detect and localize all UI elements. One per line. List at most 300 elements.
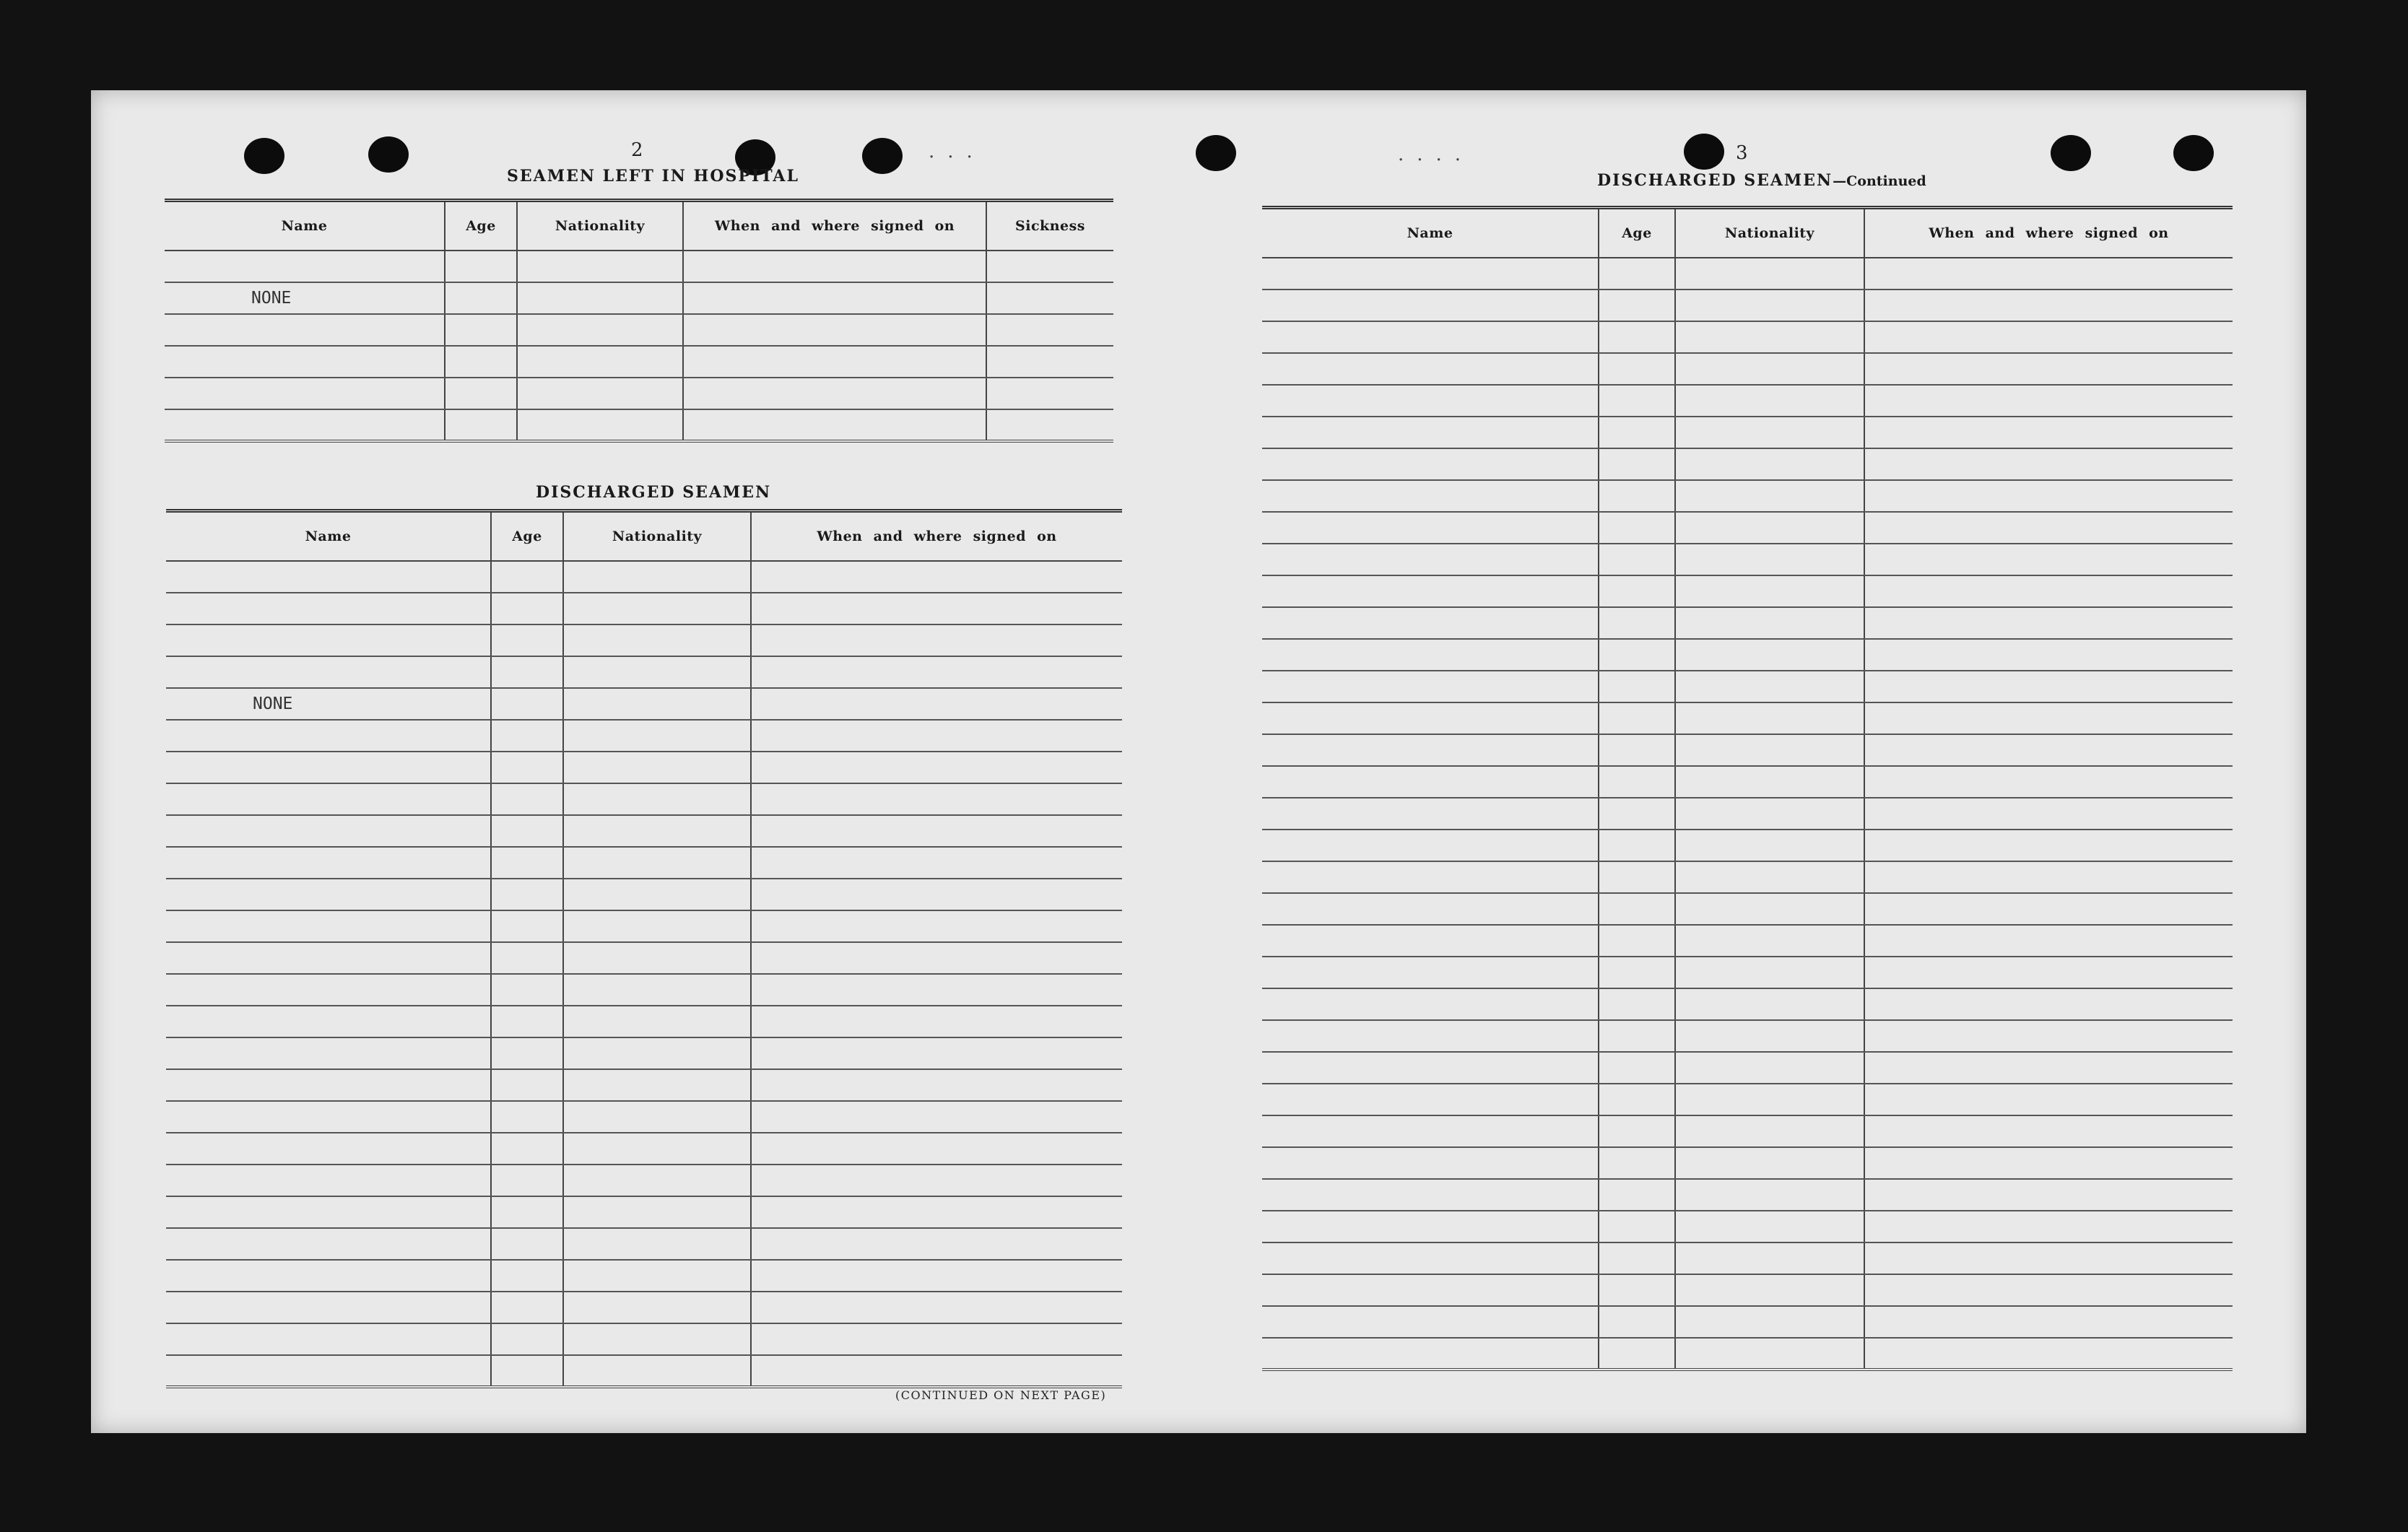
table-cell — [1262, 353, 1599, 385]
table-cell — [1599, 1020, 1675, 1052]
table-cell — [166, 942, 491, 974]
table-cell — [563, 1165, 751, 1196]
table-cell — [751, 624, 1122, 656]
table-row — [1262, 544, 2233, 575]
table-cell — [563, 1006, 751, 1037]
table-row — [166, 656, 1122, 688]
left-page — [91, 90, 1203, 1433]
table-cell — [563, 942, 751, 974]
discharged-continued-table — [1262, 206, 2233, 1371]
table-cell — [1262, 1338, 1599, 1370]
table-cell — [166, 1069, 491, 1101]
table-cell — [491, 1037, 563, 1069]
table-row — [166, 1133, 1122, 1165]
table-cell — [1864, 1211, 2233, 1242]
table-row — [166, 847, 1122, 879]
table-cell — [1599, 925, 1675, 957]
discharged-section-title: DISCHARGED SEAMEN — [536, 483, 772, 502]
table-cell — [1262, 861, 1599, 893]
table-cell — [1675, 1211, 1864, 1242]
table-cell — [751, 942, 1122, 974]
table-cell — [1675, 353, 1864, 385]
table-row — [1262, 353, 2233, 385]
table-cell — [491, 974, 563, 1006]
table-cell — [751, 1355, 1122, 1387]
table-cell — [1262, 639, 1599, 671]
table-cell — [491, 624, 563, 656]
table-cell — [751, 1228, 1122, 1260]
table-cell — [1599, 671, 1675, 702]
table-cell — [1864, 671, 2233, 702]
table-cell — [1864, 448, 2233, 480]
table-row — [1262, 1338, 2233, 1370]
table-row — [166, 1037, 1122, 1069]
table-cell — [751, 688, 1122, 720]
table-row — [165, 251, 1113, 282]
table-cell — [1599, 861, 1675, 893]
table-cell — [1675, 1020, 1864, 1052]
table-cell — [1262, 1274, 1599, 1306]
table-cell — [1262, 480, 1599, 512]
table-cell — [1864, 544, 2233, 575]
table-cell — [1262, 1084, 1599, 1115]
table-cell — [1864, 861, 2233, 893]
table-cell — [517, 409, 683, 441]
table-cell — [491, 1069, 563, 1101]
table-cell — [1675, 1052, 1864, 1084]
table-cell — [986, 282, 1113, 314]
table-cell — [166, 815, 491, 847]
table-cell — [1675, 1115, 1864, 1147]
table-cell — [563, 1069, 751, 1101]
table-cell — [1599, 417, 1675, 448]
table-cell — [1675, 544, 1864, 575]
table-cell — [1864, 512, 2233, 544]
table-row — [1262, 1179, 2233, 1211]
table-cell — [563, 720, 751, 752]
table-row — [1262, 639, 2233, 671]
table-cell — [563, 815, 751, 847]
table-cell — [563, 561, 751, 593]
table-cell — [1262, 1306, 1599, 1338]
table-row — [1262, 480, 2233, 512]
table-cell — [751, 1101, 1122, 1133]
table-row — [1262, 766, 2233, 798]
table-row — [165, 409, 1113, 441]
table-cell — [1262, 671, 1599, 702]
hospital-header-row — [165, 201, 1113, 251]
table-row — [166, 1260, 1122, 1292]
table-cell — [1262, 798, 1599, 830]
table-cell — [1262, 925, 1599, 957]
table-cell — [1599, 702, 1675, 734]
column-header: When and where signed on — [1864, 208, 2233, 258]
table-cell — [1262, 957, 1599, 988]
table-row — [166, 783, 1122, 815]
table-cell — [165, 314, 445, 346]
table-cell — [1675, 607, 1864, 639]
column-header: Nationality — [1675, 208, 1864, 258]
table-row — [166, 974, 1122, 1006]
table-cell — [1262, 448, 1599, 480]
table-cell — [563, 783, 751, 815]
table-row — [166, 1323, 1122, 1355]
table-row — [1262, 1306, 2233, 1338]
table-cell — [1675, 575, 1864, 607]
table-cell — [1599, 830, 1675, 861]
table-cell — [1864, 1052, 2233, 1084]
table-cell — [751, 910, 1122, 942]
table-row — [165, 282, 1113, 314]
table-cell — [166, 624, 491, 656]
table-cell — [563, 1196, 751, 1228]
table-cell — [166, 752, 491, 783]
table-cell — [1675, 1274, 1864, 1306]
table-cell — [1599, 1211, 1675, 1242]
column-header: Sickness — [986, 201, 1113, 251]
column-header: Name — [166, 511, 491, 562]
table-cell — [563, 1292, 751, 1323]
table-cell — [751, 783, 1122, 815]
table-cell — [683, 409, 986, 441]
page-number: 3 — [1736, 142, 1749, 164]
table-cell: NONE — [166, 688, 491, 720]
table-row — [1262, 448, 2233, 480]
table-cell — [166, 720, 491, 752]
table-cell — [1599, 258, 1675, 290]
table-cell — [1675, 1242, 1864, 1274]
table-cell — [751, 879, 1122, 910]
table-row — [1262, 1084, 2233, 1115]
decorative-dots: ... — [929, 141, 986, 162]
hospital-table-body — [165, 251, 1113, 441]
table-cell — [1262, 512, 1599, 544]
table-cell — [1864, 1274, 2233, 1306]
table-cell — [491, 1260, 563, 1292]
table-cell — [1599, 1147, 1675, 1179]
table-row — [1262, 925, 2233, 957]
right-page — [1203, 90, 2306, 1433]
table-row — [166, 1355, 1122, 1387]
table-cell — [1262, 702, 1599, 734]
table-cell — [166, 656, 491, 688]
table-row — [165, 378, 1113, 409]
column-header: When and where signed on — [751, 511, 1122, 562]
table-cell — [166, 1228, 491, 1260]
table-cell — [1262, 1052, 1599, 1084]
table-cell — [491, 720, 563, 752]
table-cell — [751, 656, 1122, 688]
table-cell — [166, 1355, 491, 1387]
table-row — [1262, 1211, 2233, 1242]
table-cell — [166, 1165, 491, 1196]
table-cell — [1675, 1084, 1864, 1115]
table-cell — [1864, 1242, 2233, 1274]
table-cell — [1599, 1242, 1675, 1274]
table-cell — [1864, 957, 2233, 988]
table-row — [1262, 321, 2233, 353]
table-cell — [1675, 702, 1864, 734]
table-cell — [491, 656, 563, 688]
table-cell — [166, 847, 491, 879]
table-cell — [1864, 1306, 2233, 1338]
table-cell — [1864, 639, 2233, 671]
table-cell — [1864, 1020, 2233, 1052]
table-cell — [445, 346, 517, 378]
table-cell — [491, 879, 563, 910]
table-cell — [1599, 321, 1675, 353]
table-cell — [563, 847, 751, 879]
table-cell — [1864, 702, 2233, 734]
table-row — [1262, 1274, 2233, 1306]
table-cell — [517, 346, 683, 378]
table-cell — [1262, 321, 1599, 353]
table-cell — [986, 314, 1113, 346]
table-cell — [517, 314, 683, 346]
table-cell: NONE — [165, 282, 445, 314]
table-cell — [491, 1228, 563, 1260]
table-cell — [491, 847, 563, 879]
table-cell — [445, 251, 517, 282]
discharged-continued-title — [1597, 171, 1926, 190]
page-number: 2 — [631, 139, 644, 161]
table-cell — [491, 1133, 563, 1165]
table-cell — [445, 282, 517, 314]
table-cell — [1675, 1179, 1864, 1211]
table-cell — [986, 409, 1113, 441]
table-cell — [1675, 830, 1864, 861]
table-cell — [165, 346, 445, 378]
table-cell — [1864, 575, 2233, 607]
table-cell — [1599, 734, 1675, 766]
table-cell — [166, 561, 491, 593]
table-row — [1262, 830, 2233, 861]
table-cell — [1675, 480, 1864, 512]
table-cell — [563, 1101, 751, 1133]
table-cell — [1599, 544, 1675, 575]
table-cell — [1675, 639, 1864, 671]
table-row — [166, 1006, 1122, 1037]
table-cell — [491, 1196, 563, 1228]
table-cell — [683, 346, 986, 378]
table-row — [166, 815, 1122, 847]
table-cell — [1864, 766, 2233, 798]
table-row — [166, 910, 1122, 942]
table-cell — [1262, 1115, 1599, 1147]
table-cell — [166, 1101, 491, 1133]
table-row — [166, 1292, 1122, 1323]
table-cell — [563, 910, 751, 942]
table-row — [166, 624, 1122, 656]
table-cell — [1675, 1147, 1864, 1179]
table-cell — [1864, 353, 2233, 385]
table-cell — [751, 593, 1122, 624]
table-row — [1262, 1020, 2233, 1052]
table-cell — [166, 1292, 491, 1323]
table-cell — [1864, 258, 2233, 290]
table-row — [1262, 417, 2233, 448]
table-row — [1262, 607, 2233, 639]
table-row — [166, 593, 1122, 624]
table-cell — [1599, 1274, 1675, 1306]
table-cell — [1599, 988, 1675, 1020]
table-cell — [1864, 1338, 2233, 1370]
table-cell — [491, 1323, 563, 1355]
table-cell — [563, 1133, 751, 1165]
table-cell — [1262, 893, 1599, 925]
table-cell — [563, 879, 751, 910]
table-cell — [1599, 893, 1675, 925]
table-cell — [1599, 448, 1675, 480]
table-cell — [491, 752, 563, 783]
table-cell — [1599, 353, 1675, 385]
table-cell — [1675, 798, 1864, 830]
table-row — [1262, 734, 2233, 766]
table-cell — [1262, 830, 1599, 861]
table-cell — [1262, 1242, 1599, 1274]
table-cell — [1599, 639, 1675, 671]
table-cell — [1675, 512, 1864, 544]
table-cell — [751, 1133, 1122, 1165]
table-cell — [1599, 957, 1675, 988]
table-cell — [1864, 1179, 2233, 1211]
table-cell — [166, 1323, 491, 1355]
table-cell — [1675, 734, 1864, 766]
table-cell — [517, 251, 683, 282]
column-header: When and where signed on — [683, 201, 986, 251]
table-cell — [1675, 957, 1864, 988]
table-row — [1262, 893, 2233, 925]
table-cell — [751, 1196, 1122, 1228]
table-cell — [1864, 925, 2233, 957]
table-cell — [986, 346, 1113, 378]
table-cell — [491, 1165, 563, 1196]
table-cell — [166, 974, 491, 1006]
table-row — [166, 1101, 1122, 1133]
table-cell — [1864, 830, 2233, 861]
table-cell — [1599, 1084, 1675, 1115]
continued-note: (CONTINUED ON NEXT PAGE) — [895, 1388, 1107, 1402]
title-suffix: —Continued — [1833, 173, 1926, 189]
table-cell — [751, 1069, 1122, 1101]
table-cell — [166, 1133, 491, 1165]
column-header: Nationality — [517, 201, 683, 251]
table-cell — [1675, 861, 1864, 893]
title-text: DISCHARGED SEAMEN — [1597, 171, 1833, 190]
table-row — [1262, 512, 2233, 544]
table-cell — [1262, 385, 1599, 417]
table-cell — [1675, 671, 1864, 702]
table-cell — [1675, 290, 1864, 321]
table-cell — [491, 1355, 563, 1387]
table-cell — [491, 593, 563, 624]
table-cell — [517, 378, 683, 409]
table-row — [1262, 290, 2233, 321]
table-cell — [563, 1037, 751, 1069]
table-cell — [751, 1292, 1122, 1323]
table-cell — [1864, 988, 2233, 1020]
discharged-continued-table-body — [1262, 258, 2233, 1370]
table-row — [166, 1165, 1122, 1196]
table-cell — [1675, 925, 1864, 957]
table-cell — [165, 378, 445, 409]
discharged-table-body — [166, 561, 1122, 1387]
table-row — [166, 752, 1122, 783]
table-row — [1262, 988, 2233, 1020]
table-cell — [445, 409, 517, 441]
table-cell — [1599, 575, 1675, 607]
table-cell — [517, 282, 683, 314]
table-cell — [1864, 1084, 2233, 1115]
table-cell — [491, 688, 563, 720]
table-cell — [751, 1006, 1122, 1037]
table-row — [166, 1228, 1122, 1260]
table-cell — [751, 752, 1122, 783]
table-row — [1262, 671, 2233, 702]
table-cell — [1675, 321, 1864, 353]
table-cell — [563, 1323, 751, 1355]
table-cell — [1864, 1147, 2233, 1179]
table-cell — [166, 1037, 491, 1069]
table-cell — [1262, 544, 1599, 575]
table-cell — [751, 561, 1122, 593]
table-row — [1262, 957, 2233, 988]
table-row — [1262, 575, 2233, 607]
table-cell — [1599, 607, 1675, 639]
table-cell — [751, 847, 1122, 879]
table-row — [166, 1196, 1122, 1228]
column-header: Nationality — [563, 511, 751, 562]
table-cell — [1599, 766, 1675, 798]
table-cell — [1675, 893, 1864, 925]
table-cell — [166, 1006, 491, 1037]
table-row — [166, 942, 1122, 974]
table-cell — [1599, 512, 1675, 544]
table-cell — [1262, 607, 1599, 639]
table-cell — [986, 378, 1113, 409]
decorative-dots: .... — [1398, 144, 1474, 165]
table-cell — [1262, 766, 1599, 798]
table-cell — [1262, 1147, 1599, 1179]
table-cell — [683, 378, 986, 409]
table-cell — [166, 593, 491, 624]
table-cell — [1262, 988, 1599, 1020]
table-cell — [491, 1101, 563, 1133]
table-cell — [1864, 1115, 2233, 1147]
table-row — [1262, 702, 2233, 734]
table-cell — [445, 314, 517, 346]
discharged-continued-header-row — [1262, 208, 2233, 258]
table-cell — [1864, 385, 2233, 417]
table-cell — [1262, 1211, 1599, 1242]
table-cell — [1675, 448, 1864, 480]
table-cell — [563, 624, 751, 656]
table-cell — [166, 1196, 491, 1228]
column-header: Age — [491, 511, 563, 562]
table-cell — [1599, 1338, 1675, 1370]
table-row — [1262, 1242, 2233, 1274]
table-cell — [986, 251, 1113, 282]
column-header: Age — [445, 201, 517, 251]
table-cell — [166, 783, 491, 815]
column-header: Age — [1599, 208, 1675, 258]
table-cell — [1864, 417, 2233, 448]
table-cell — [1262, 734, 1599, 766]
table-cell — [1599, 1179, 1675, 1211]
table-cell — [751, 1260, 1122, 1292]
table-cell — [1599, 1306, 1675, 1338]
table-cell — [491, 910, 563, 942]
